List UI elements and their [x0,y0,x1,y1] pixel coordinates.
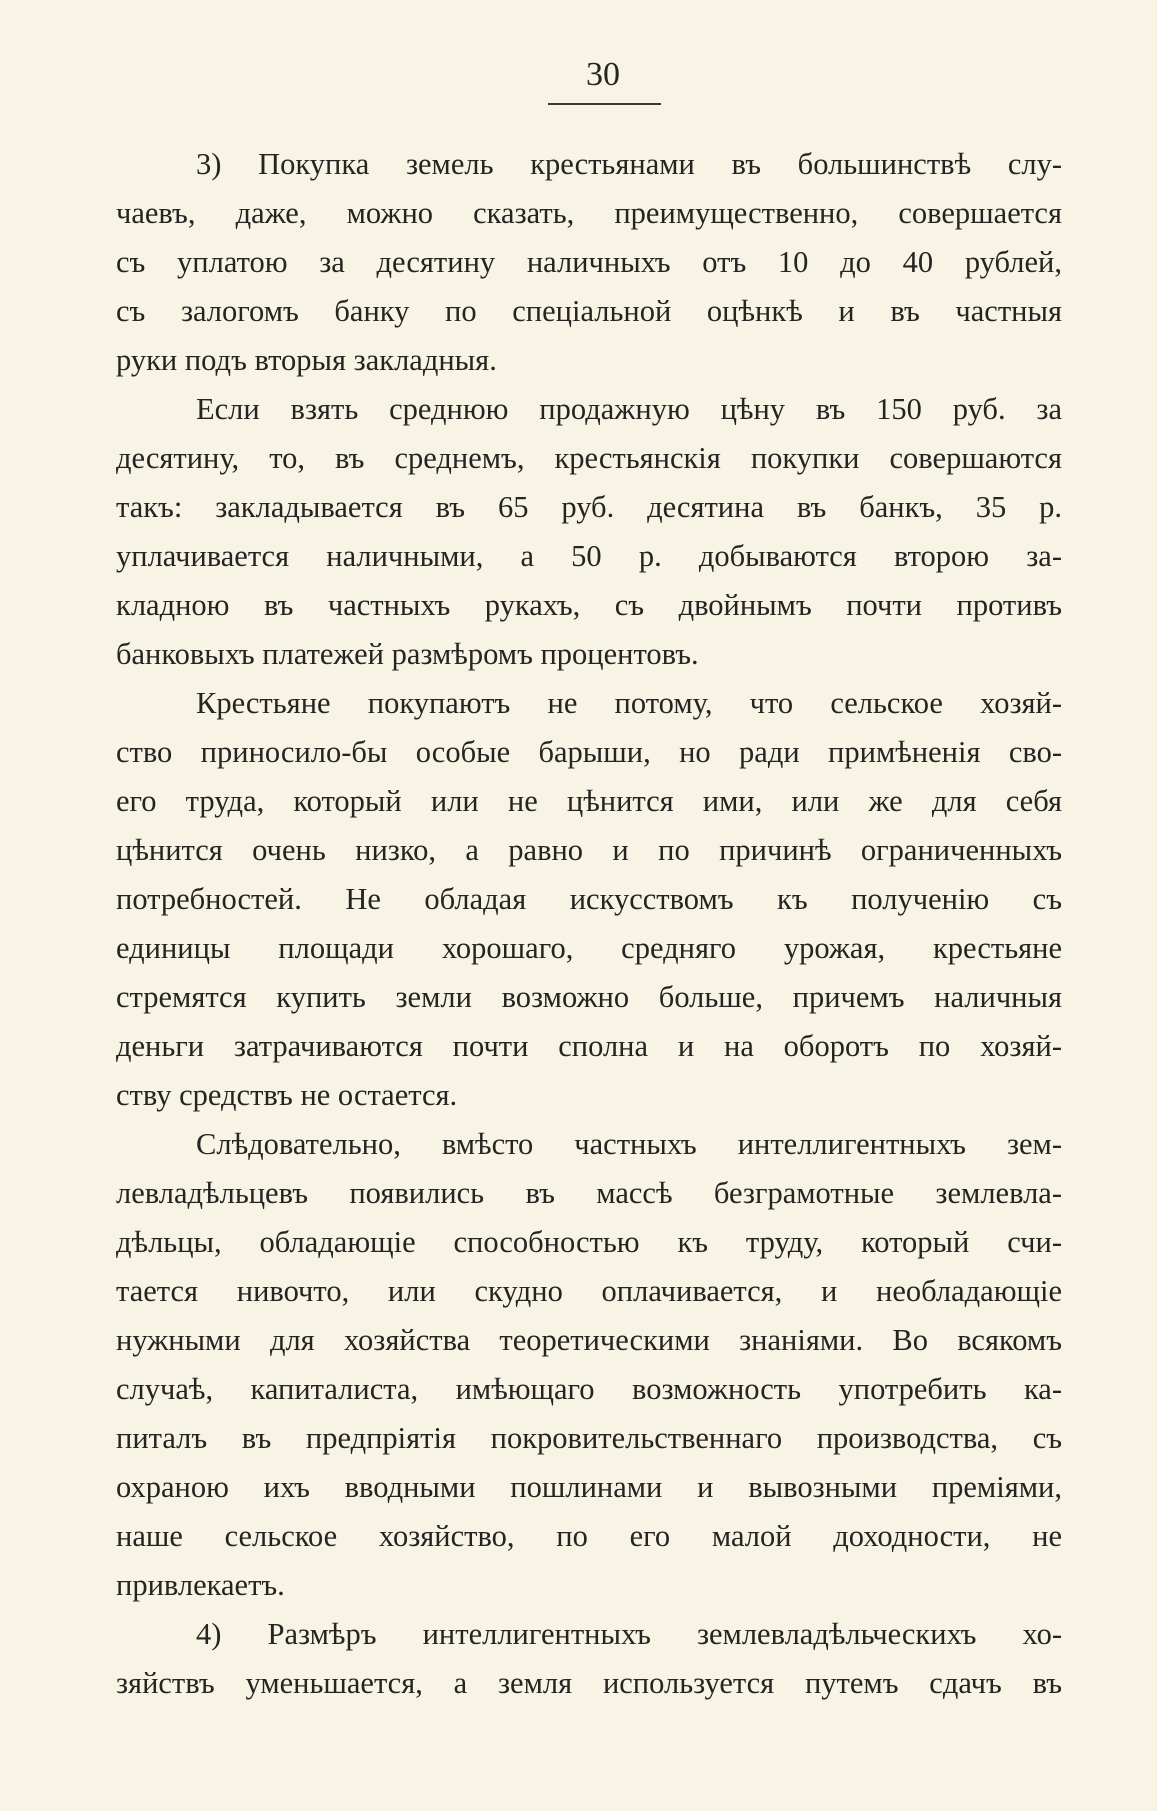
text-line: единицы площади хорошаго, средняго урожая, крестьяне [116,931,1062,965]
text-line: ство приносило-бы особые барыши, но ради примѣненія сво- [116,735,1062,769]
body-text [116,140,1062,1708]
text-line: охраною ихъ вводными пошлинами и вывозными преміями, [116,1470,1062,1504]
text-line: десятину, то, въ среднемъ, крестьянскія покупки совершаются [116,441,1062,475]
text-line: питалъ въ предпріятія покровительственнаго производства, съ [116,1421,1062,1455]
text-line: наше сельское хозяйство, по его малой доходности, не [116,1519,1062,1553]
text-line: 4) Размѣръ интеллигентныхъ землевладѣльческихъ хо- [196,1617,1062,1651]
text-line: его труда, который или не цѣнится ими, или же для себя [116,784,1062,818]
text-line: нужными для хозяйства теоретическими знаніями. Во всякомъ [116,1323,1062,1357]
text-line: дѣльцы, обладающіе способностью къ труду, который счи- [116,1225,1062,1259]
page-number: 30 [586,56,620,93]
text-line: ству средствъ не остается. [116,1078,458,1112]
text-line: тается нивочто, или скудно оплачивается, и необладающіе [116,1274,1062,1308]
text-line: чаевъ, даже, можно сказать, преимущественно, совершается [116,196,1062,230]
text-line: цѣнится очень низко, а равно и по причинѣ ограниченныхъ [116,833,1062,867]
text-line: зяйствъ уменьшается, а земля используется путемъ сдачъ въ [116,1666,1062,1700]
text-line: деньги затрачиваются почти сполна и на оборотъ по хозяй- [116,1029,1062,1063]
text-line: Если взять среднюю продажную цѣну въ 150 руб. за [196,392,1062,426]
text-line: съ залогомъ банку по спеціальной оцѣнкѣ и въ частныя [116,294,1062,328]
text-line: левладѣльцевъ появились въ массѣ безграмотные землевла- [116,1176,1062,1210]
text-line: кладною въ частныхъ рукахъ, съ двойнымъ почти противъ [116,588,1062,622]
text-line: съ уплатою за десятину наличныхъ отъ 10 до 40 рублей, [116,245,1062,279]
text-line: Крестьяне покупаютъ не потому, что сельское хозяй- [196,686,1062,720]
text-line: уплачивается наличными, а 50 р. добываются второю за- [116,539,1062,573]
text-line: 3) Покупка земель крестьянами въ большинствѣ слу- [196,147,1062,181]
text-line: стремятся купить земли возможно больше, причемъ наличныя [116,980,1062,1014]
text-line: руки подъ вторыя закладныя. [116,343,497,377]
text-line: такъ: закладывается въ 65 руб. десятина въ банкъ, 35 р. [116,490,1062,524]
text-line: Слѣдовательно, вмѣсто частныхъ интеллигентныхъ зем- [196,1127,1062,1161]
header-rule [548,103,661,105]
text-line: потребностей. Не обладая искусствомъ къ полученію съ [116,882,1062,916]
text-line: банковыхъ платежей размѣромъ процентовъ. [116,637,699,671]
text-line: привлекаетъ. [116,1568,285,1602]
text-line: случаѣ, капиталиста, имѣющаго возможность употребить ка- [116,1372,1062,1406]
